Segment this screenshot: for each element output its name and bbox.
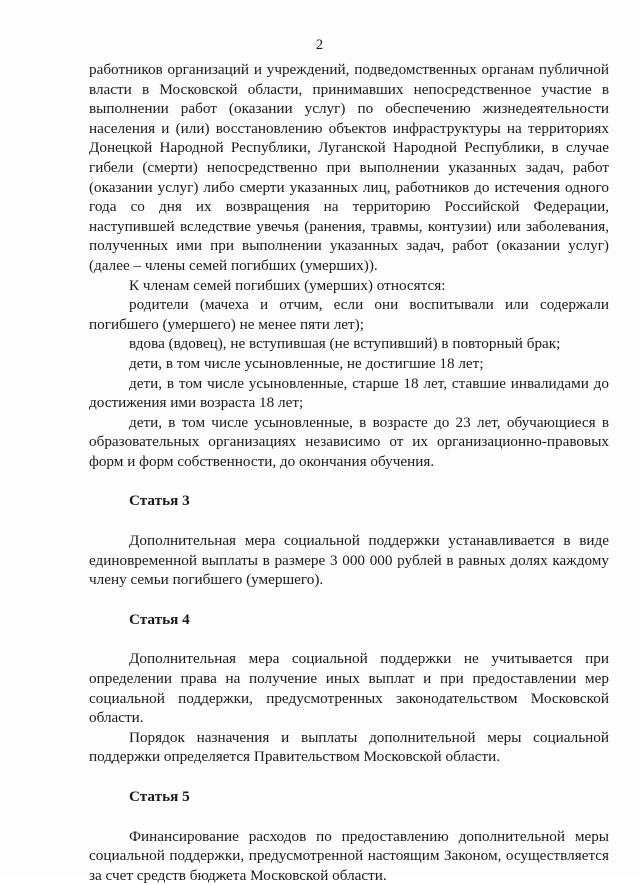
article-3-text: Дополнительная мера социальной поддержки устанавливается в виде единовременной выплаты в размере 3 000 000 рублей в равных долях каждому члену семьи погибшего (умершего).: [89, 532, 609, 589]
article-5-heading: Статья 5: [129, 788, 190, 805]
spacer: [89, 511, 609, 531]
article-4-text-2: Порядок назначения и выплаты дополнительной меры социальной поддержки определяется Правительством Московской области.: [89, 728, 609, 766]
paragraph-family-members-intro: К членам семей погибших (умерших) относятся:: [129, 276, 446, 294]
spacer: [89, 767, 609, 787]
list-item-parents: родители (мачеха и отчим, если они воспитывали или содержали погибшего (умершего) не менее пяти лет);: [89, 296, 609, 333]
spacer: [89, 629, 609, 649]
article-4-text-1: Дополнительная мера социальной поддержки не учитывается при определении права на получение иных выплат и при предоставлении мер социальной поддержки, предусмотренных законодательством Московской области.: [89, 650, 609, 727]
paragraph-continuation: работников организаций и учреждений, подведомственных органам публичной власти в Московской области, принимавших непосредственное участие в выполнении работ (оказании услуг) по обеспечению жизнедеятельности населения и (или) восстановлению объектов инфраструктуры на территориях Донецкой Народной Республики, Луганской Народной Республики, в случае гибели (смерти) непосредственно при выполнении указанных задач, работ (оказании услуг) либо смерти указанных лиц, работников до истечения одного года со дня их возвращения на территорию Российской Федерации, наступившей вследствие увечья (ранения, травмы, контузии) или заболевания, полученных ими при выполнении указанных задач, работ (оказании услуг) (далее – члены семей погибших (умерших)).: [89, 61, 609, 274]
page-number: 2: [315, 37, 324, 53]
article-5-text: Финансирование расходов по предоставлению дополнительной меры социальной поддержки, предусмотренной настоящим Законом, осуществляется за счет средств бюджета Московской области.: [89, 827, 609, 884]
list-item-widow: вдова (вдовец), не вступившая (не вступивший) в повторный брак;: [129, 335, 561, 353]
list-item-children-under-18: дети, в том числе усыновленные, не достигшие 18 лет;: [129, 354, 484, 372]
list-item-children-students: дети, в том числе усыновленные, в возрасте до 23 лет, обучающиеся в образовательных организациях независимо от их организационно-правовых форм и форм собственности, до окончания обучения.: [89, 413, 609, 470]
document-body: [89, 60, 609, 885]
spacer: [89, 471, 609, 491]
article-4-heading: Статья 4: [129, 610, 190, 628]
list-item-children-disabled: дети, в том числе усыновленные, старше 18 лет, ставшие инвалидами до достижения ими возраста 18 лет;: [89, 374, 609, 412]
spacer: [89, 807, 609, 827]
article-3-heading: Статья 3: [129, 492, 190, 510]
spacer: [89, 590, 609, 610]
